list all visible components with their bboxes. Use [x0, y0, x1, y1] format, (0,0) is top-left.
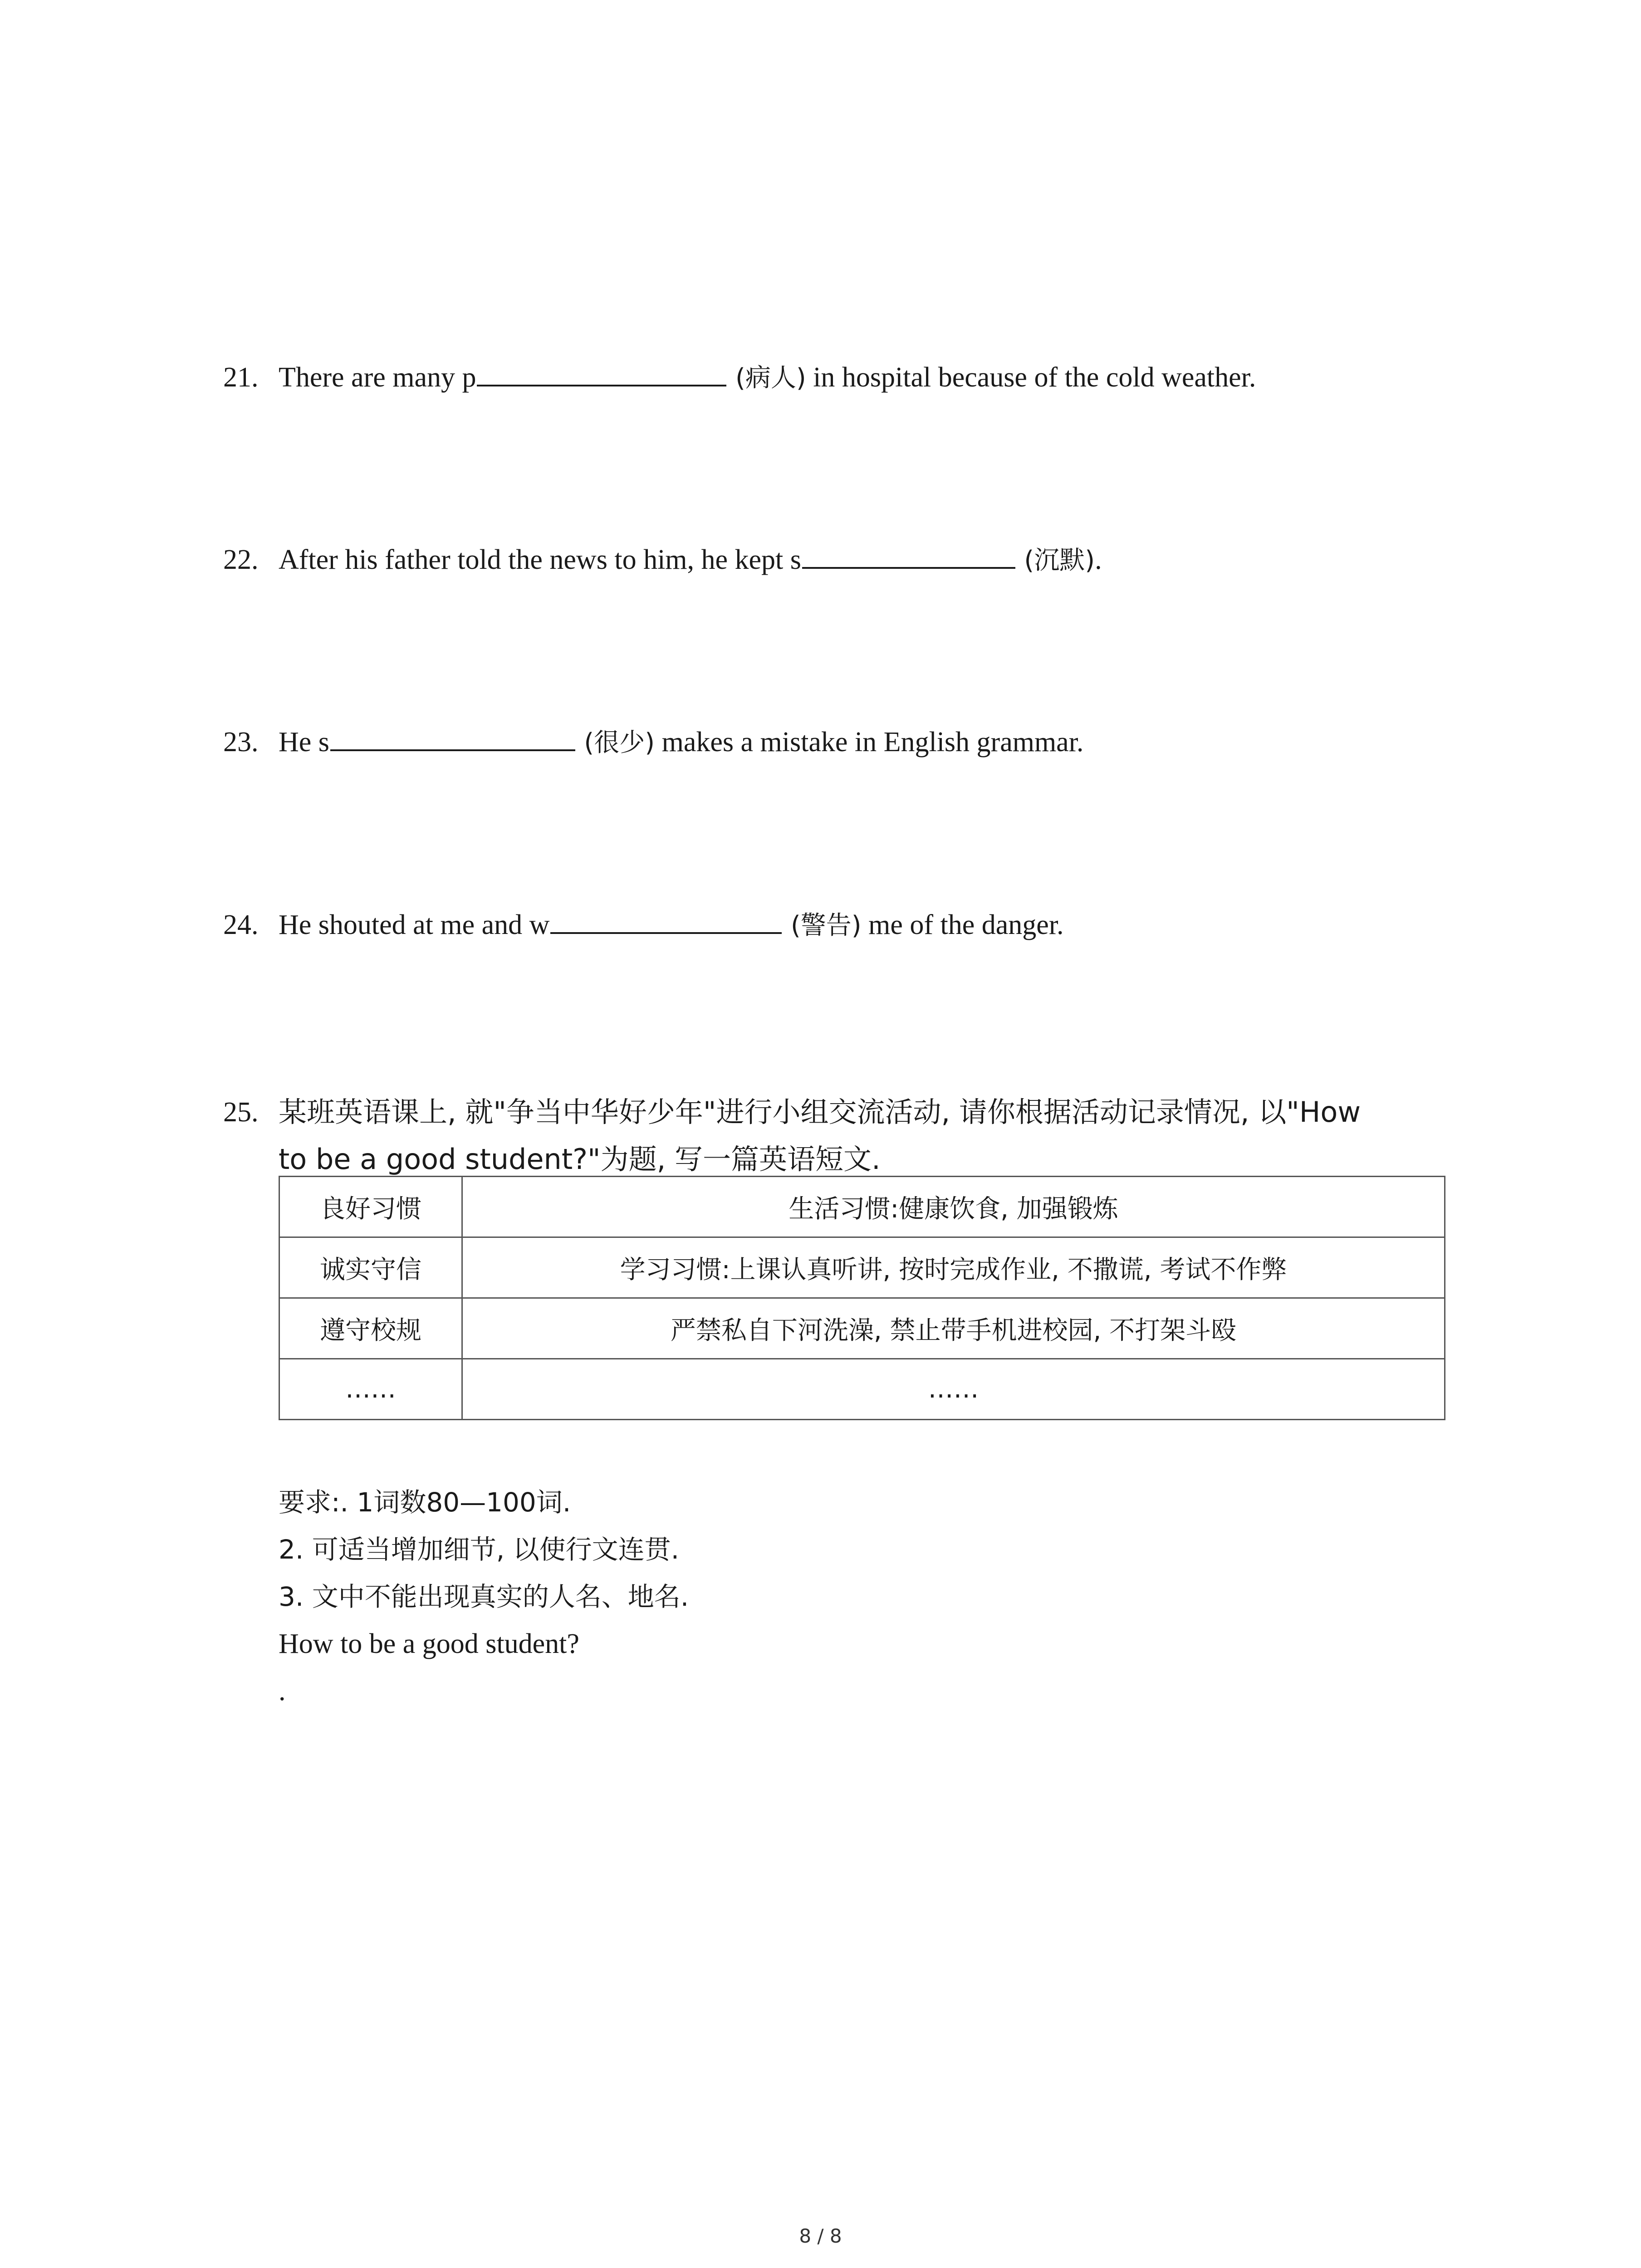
table-cell-detail: 学习习惯:上课认真听讲, 按时完成作业, 不撒谎, 考试不作弊	[462, 1237, 1445, 1298]
table-cell-category: 遵守校规	[279, 1298, 462, 1359]
question-text: There are many p	[279, 362, 476, 393]
table-row	[279, 1177, 1445, 1237]
requirement-line-2: 2. 可适当增加细节, 以使行文连贯.	[279, 1534, 680, 1565]
answer-blank[interactable]	[477, 361, 726, 386]
question-23	[223, 726, 1083, 756]
activity-record-table	[279, 1176, 1445, 1420]
answer-blank[interactable]	[550, 909, 782, 934]
question-24	[223, 909, 1064, 939]
table-cell-detail: ……	[462, 1359, 1445, 1420]
table-cell-detail: 生活习惯:健康饮食, 加强锻炼	[462, 1177, 1445, 1237]
requirements-block	[279, 1479, 689, 1715]
requirement-line-1: 要求:. 1词数80—100词.	[279, 1487, 571, 1518]
question-text-end: me of the danger.	[861, 909, 1064, 940]
question-25	[223, 1089, 1448, 1183]
question-22	[223, 543, 1102, 574]
chinese-hint: (沉默)	[1024, 546, 1095, 575]
table-cell-category: 诚实守信	[279, 1237, 462, 1298]
question-text-end: .	[1095, 544, 1102, 575]
answer-blank[interactable]	[330, 726, 575, 751]
chinese-hint: (警告)	[790, 911, 862, 940]
question-number: 22.	[223, 544, 259, 575]
question-21	[223, 361, 1256, 391]
essay-title: How to be a good student?	[279, 1628, 579, 1659]
question-number: 25.	[223, 1097, 259, 1128]
chinese-hint: (很少)	[584, 728, 655, 758]
question-text: He s	[279, 727, 329, 758]
chinese-hint: (病人)	[735, 363, 806, 393]
requirement-line-3: 3. 文中不能出现真实的人名、地名.	[279, 1581, 689, 1612]
table-cell-detail: 严禁私自下河洗澡, 禁止带手机进校园, 不打架斗殴	[462, 1298, 1445, 1359]
question-number: 23.	[223, 727, 259, 758]
table-row	[279, 1298, 1445, 1359]
question-number: 21.	[223, 362, 259, 393]
writing-prompt	[279, 1089, 1448, 1183]
table-row	[279, 1237, 1445, 1298]
prompt-line-1: 某班英语课上, 就"争当中华好少年"进行小组交流活动, 请你根据活动记录情况, 以"How	[279, 1095, 1361, 1129]
question-text-end: makes a mistake in English grammar.	[655, 727, 1084, 758]
essay-answer-area[interactable]: .	[279, 1676, 286, 1706]
answer-blank[interactable]	[802, 543, 1015, 569]
question-text: He shouted at me and w	[279, 909, 550, 940]
table-cell-category: ……	[279, 1359, 462, 1420]
prompt-line-2: to be a good student?"为题, 写一篇英语短文.	[279, 1143, 881, 1176]
table-cell-category: 良好习惯	[279, 1177, 462, 1237]
question-number: 24.	[223, 909, 259, 940]
table-row	[279, 1359, 1445, 1420]
question-text: After his father told the news to him, he kept s	[279, 544, 801, 575]
question-text-end: in hospital because of the cold weather.	[806, 362, 1256, 393]
page-number: 8 / 8	[799, 2225, 842, 2247]
